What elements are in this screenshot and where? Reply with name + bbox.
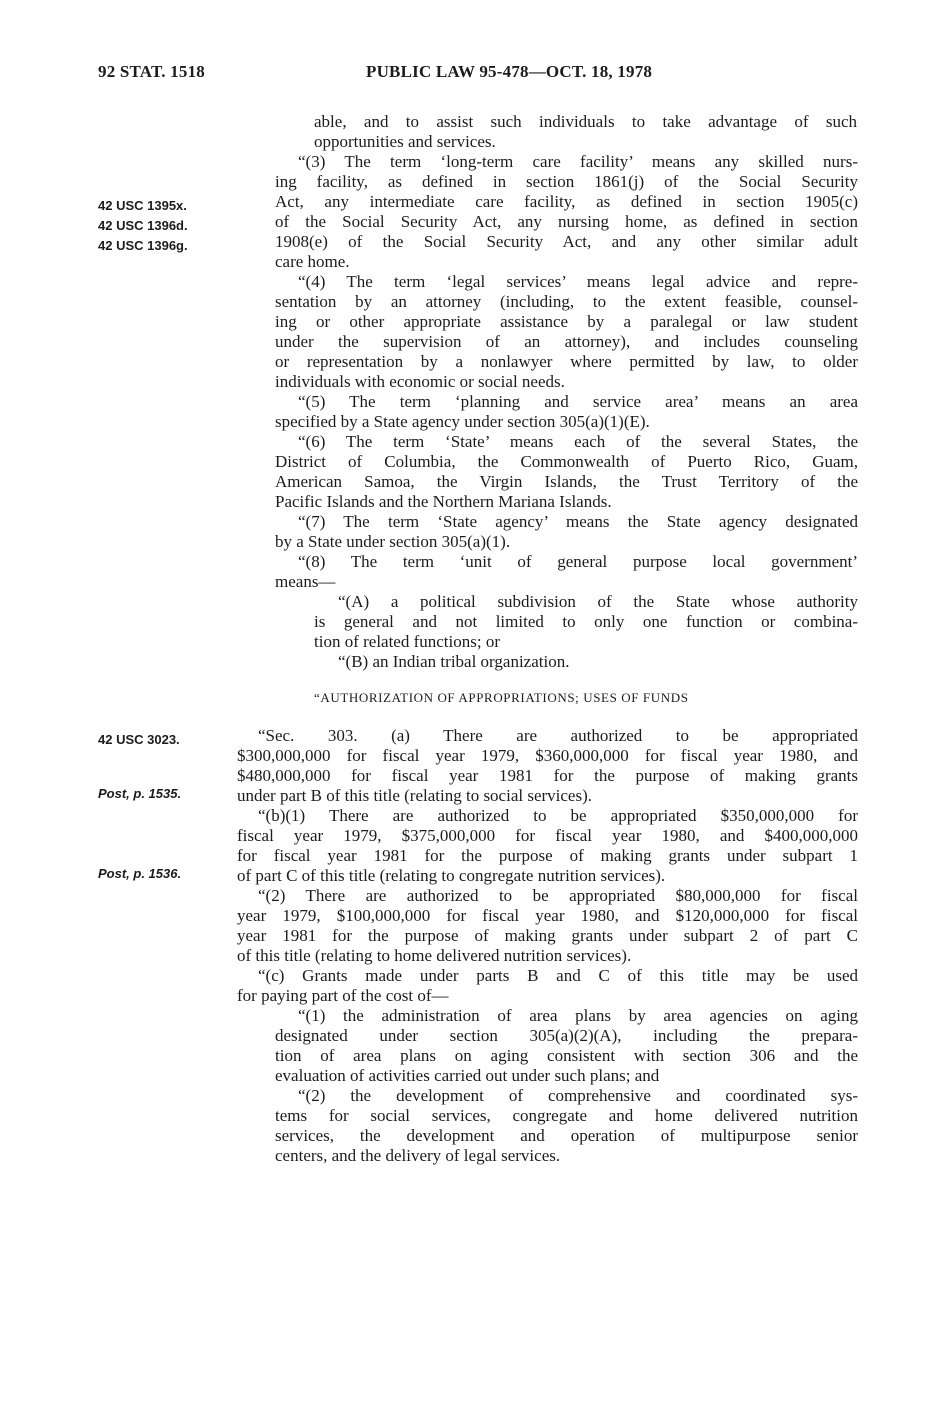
text-line: by a State under section 305(a)(1). (275, 532, 511, 551)
text-line: “(3) The term ‘long-term care facility’ means any skilled nurs- (298, 152, 858, 171)
text-line: sentation by an attorney (including, to the extent feasible, counsel- (275, 292, 858, 311)
text-line: of this title (relating to home delivered nutrition services). (237, 946, 632, 965)
text-line: opportunities and services. (314, 132, 496, 151)
text-line: for paying part of the cost of— (237, 986, 449, 1005)
text-line: is general and not limited to only one function or combina- (314, 612, 858, 631)
text-line: or representation by a nonlawyer where permitted by law, to older (275, 352, 858, 371)
text-line: “(b)(1) There are authorized to be appropriated $350,000,000 for (258, 806, 858, 825)
paragraph-definition-4 (275, 272, 858, 392)
text-line: Act, any intermediate care facility, as defined in section 1905(c) (275, 192, 858, 211)
paragraph-sec-303-c2 (275, 1086, 858, 1166)
text-line: District of Columbia, the Commonwealth of Puerto Rico, Guam, (275, 452, 858, 471)
text-line: “(1) the administration of area plans by area agencies on aging (298, 1006, 858, 1025)
text-line: American Samoa, the Virgin Islands, the Trust Territory of the (275, 472, 858, 491)
paragraph-definition-6 (275, 432, 858, 512)
law-reference: PUBLIC LAW 95-478—OCT. 18, 1978 (366, 62, 653, 81)
text-line: “(5) The term ‘planning and service area’ means an area (298, 392, 858, 411)
text-line: ing facility, as defined in section 1861(j) of the Social Security (275, 172, 858, 191)
text-line: “(4) The term ‘legal services’ means legal advice and repre- (298, 272, 858, 291)
text-line: “(7) The term ‘State agency’ means the State agency designated (298, 512, 858, 531)
text-line: evaluation of activities carried out under such plans; and (275, 1066, 660, 1085)
text-line: of part C of this title (relating to congregate nutrition services). (237, 866, 666, 885)
paragraph-definition-7 (275, 512, 858, 552)
paragraph-definition-8 (275, 552, 858, 592)
margin-note-usc-3023: 42 USC 3023. (98, 732, 180, 747)
text-line: tems for social services, congregate and home delivered nutrition (275, 1106, 858, 1125)
text-line: means— (275, 572, 336, 591)
text-line: individuals with economic or social needs. (275, 372, 565, 391)
paragraph-sec-303-c (237, 966, 858, 1006)
text-line: of the Social Security Act, any nursing home, as defined in section (275, 212, 858, 231)
text-line: “(6) The term ‘State’ means each of the several States, the (298, 432, 858, 451)
text-line: care home. (275, 252, 350, 271)
text-line: “(B) an Indian tribal organization. (338, 652, 570, 671)
text-line: $480,000,000 for fiscal year 1981 for the purpose of making grants (237, 766, 858, 785)
stat-reference: 92 STAT. 1518 (98, 62, 205, 81)
paragraph-definition-3 (275, 152, 858, 272)
text-line: tion of related functions; or (314, 632, 501, 651)
text-line: “(2) There are authorized to be appropriated $80,000,000 for fiscal (258, 886, 858, 905)
paragraph-definition-8b (338, 652, 858, 672)
text-line: “Sec. 303. (a) There are authorized to be appropriated (258, 726, 858, 745)
text-line: for fiscal year 1981 for the purpose of making grants under subpart 1 (237, 846, 858, 865)
text-line: under part B of this title (relating to social services). (237, 786, 593, 805)
margin-note-post-1535: Post, p. 1535. (98, 786, 182, 801)
text-line: “(2) the development of comprehensive and coordinated sys- (298, 1086, 858, 1105)
page-header (0, 62, 949, 86)
text-line: able, and to assist such individuals to take advantage of such (314, 112, 857, 131)
text-line: under the supervision of an attorney), and includes counseling (275, 332, 858, 351)
text-line: ing or other appropriate assistance by a paralegal or law student (275, 312, 858, 331)
text-line: services, the development and operation of multipurpose senior (275, 1126, 858, 1145)
margin-note-usc-1396d: 42 USC 1396d. (98, 218, 188, 233)
text-line: 1908(e) of the Social Security Act, and any other similar adult (275, 232, 858, 251)
text-line: “(8) The term ‘unit of general purpose local government’ (298, 552, 858, 571)
paragraph-sec-303-c1 (275, 1006, 858, 1086)
text-line: specified by a State agency under section 305(a)(1)(E). (275, 412, 650, 431)
text-line: centers, and the delivery of legal services. (275, 1146, 561, 1165)
margin-note-post-1536: Post, p. 1536. (98, 866, 182, 881)
text-line: “(c) Grants made under parts B and C of this title may be used (258, 966, 858, 985)
paragraph-sec-303-a (237, 726, 858, 806)
margin-note-usc-1396g: 42 USC 1396g. (98, 238, 188, 253)
text-line: $300,000,000 for fiscal year 1979, $360,000,000 for fiscal year 1980, and (237, 746, 858, 765)
text-line: designated under section 305(a)(2)(A), including the prepara- (275, 1026, 858, 1045)
paragraph-continuation (314, 112, 857, 152)
paragraph-definition-8a (314, 592, 858, 652)
margin-note-usc-1395x: 42 USC 1395x. (98, 198, 187, 213)
paragraph-sec-303-b1 (237, 806, 858, 886)
paragraph-sec-303-b2 (237, 886, 858, 966)
section-heading: “AUTHORIZATION OF APPROPRIATIONS; USES OF FUNDS (314, 690, 689, 705)
paragraph-definition-5 (275, 392, 858, 432)
text-line: “(A) a political subdivision of the State whose authority (338, 592, 858, 611)
text-line: tion of area plans on aging consistent with section 306 and the (275, 1046, 858, 1065)
text-line: year 1981 for the purpose of making grants under subpart 2 of part C (237, 926, 858, 945)
text-line: Pacific Islands and the Northern Mariana Islands. (275, 492, 612, 511)
text-line: fiscal year 1979, $375,000,000 for fiscal year 1980, and $400,000,000 (237, 826, 858, 845)
text-line: year 1979, $100,000,000 for fiscal year 1980, and $120,000,000 for fiscal (237, 906, 858, 925)
